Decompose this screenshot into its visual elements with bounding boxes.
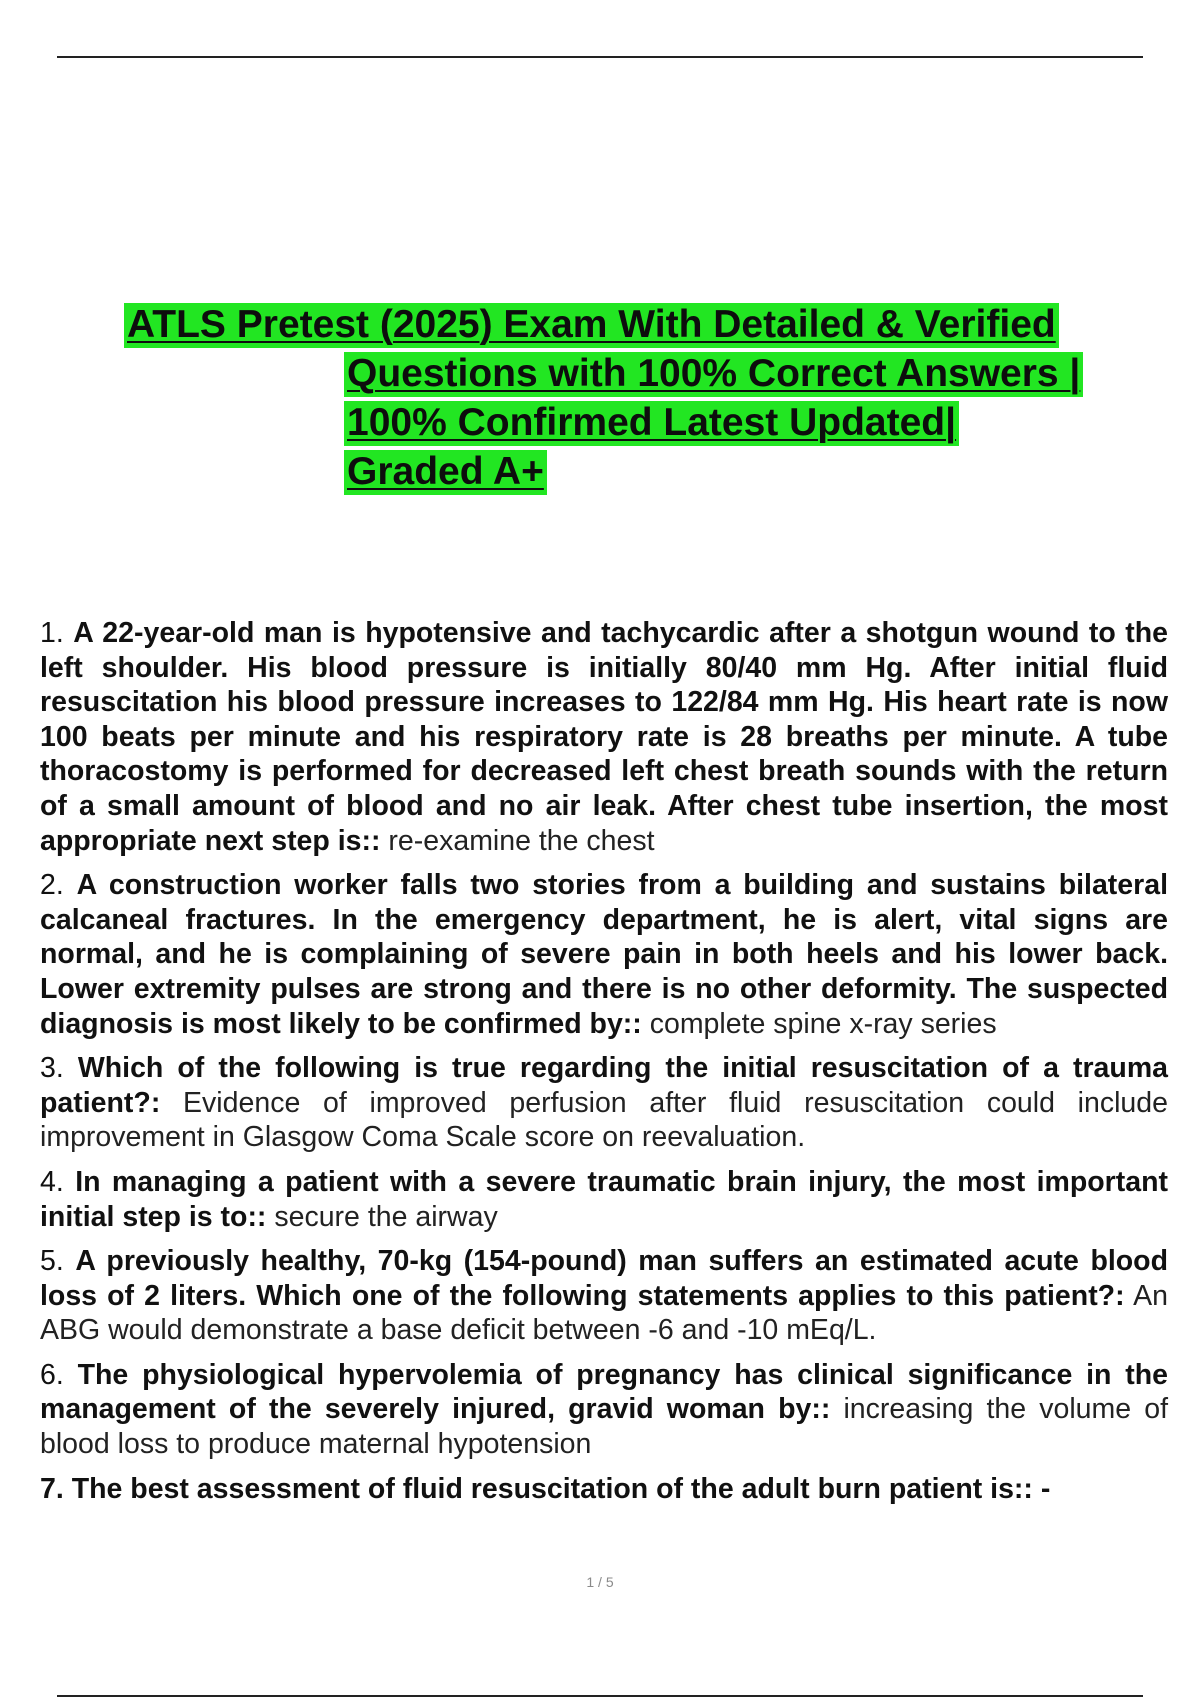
question-item-1 (40, 616, 1168, 858)
question-item-5 (40, 1244, 1168, 1348)
question-number: 4. (40, 1165, 64, 1198)
question-item-6 (40, 1358, 1168, 1462)
answer-text: An ABG would demonstrate a base deficit between -6 and -10 mEq/L. (40, 1279, 1168, 1347)
title-line-2: Questions with 100% Correct Answers | (124, 349, 1174, 398)
answer-text: secure the airway (274, 1200, 498, 1233)
question-text: In managing a patient with a severe traumatic brain injury, the most important initial step is to:: (40, 1165, 1168, 1233)
answer-text: increasing the volume of blood loss to produce maternal hypotension (40, 1393, 1169, 1461)
question-number: 5. (40, 1245, 64, 1278)
title-line-3: 100% Confirmed Latest Updated| (124, 398, 1174, 447)
answer-text: Evidence of improved perfusion after fluid resuscitation could include improvement in Glasgow Coma Scale score on reevaluation. (40, 1086, 1168, 1154)
question-number: 2. (40, 869, 64, 902)
question-text: A construction worker falls two stories from a building and sustains bilateral calcaneal fractures. In the emergency department, he is alert, vital signs are normal, and he is complaining of severe pain in both heels and his lower back. Lower extremity pulses are strong and there is no other deformity. The suspected diagnosis is most likely to be confirmed by:: (40, 869, 1168, 1040)
question-text: A previously healthy, 70-kg (154-pound) man suffers an estimated acute blood loss of 2 liters. Which one of the following statements applies to this patient?: (40, 1245, 1169, 1312)
question-number: 6. (40, 1358, 64, 1391)
question-item-3 (40, 1051, 1168, 1155)
question-item-7 (40, 1472, 1168, 1507)
question-item-4 (40, 1165, 1168, 1234)
question-text: A 22-year-old man is hypotensive and tachycardic after a shotgun wound to the left shoulder. His blood pressure is initially 80/40 mm Hg. After initial fluid resuscitation his blood pressure increases to 122/84 mm Hg. His heart rate is now 100 beats per minute and his respiratory rate is 28 breaths per minute. A tube thoracostomy is performed for decreased left chest breath sounds with the return of a small amount of blood and no air leak. After chest tube insertion, the most appropriate next step is:: (40, 617, 1168, 857)
question-item-2 (40, 868, 1168, 1041)
question-text: The physiological hypervolemia of pregnancy has clinical significance in the management of the severely injured, gravid woman by:: (40, 1358, 1168, 1426)
top-rule (57, 56, 1143, 58)
answer-text: re-examine the chest (388, 824, 655, 857)
bottom-rule (57, 1695, 1143, 1697)
question-number: 1. (40, 617, 64, 649)
question-number: 3. (40, 1052, 64, 1085)
title-line-4: Graded A+ (124, 447, 1174, 496)
question-number: 7. (40, 1472, 64, 1505)
question-list (40, 616, 1168, 1516)
question-text: The best assessment of fluid resuscitation of the adult burn patient is:: - (71, 1472, 1051, 1505)
page-number: 1 / 5 (586, 1574, 614, 1590)
answer-text: complete spine x-ray series (649, 1007, 997, 1040)
document-title (124, 300, 1174, 496)
title-line-1: ATLS Pretest (2025) Exam With Detailed & Verified (124, 300, 1174, 349)
question-text: Which of the following is true regarding the initial resuscitation of a trauma patient?: (40, 1052, 1169, 1119)
